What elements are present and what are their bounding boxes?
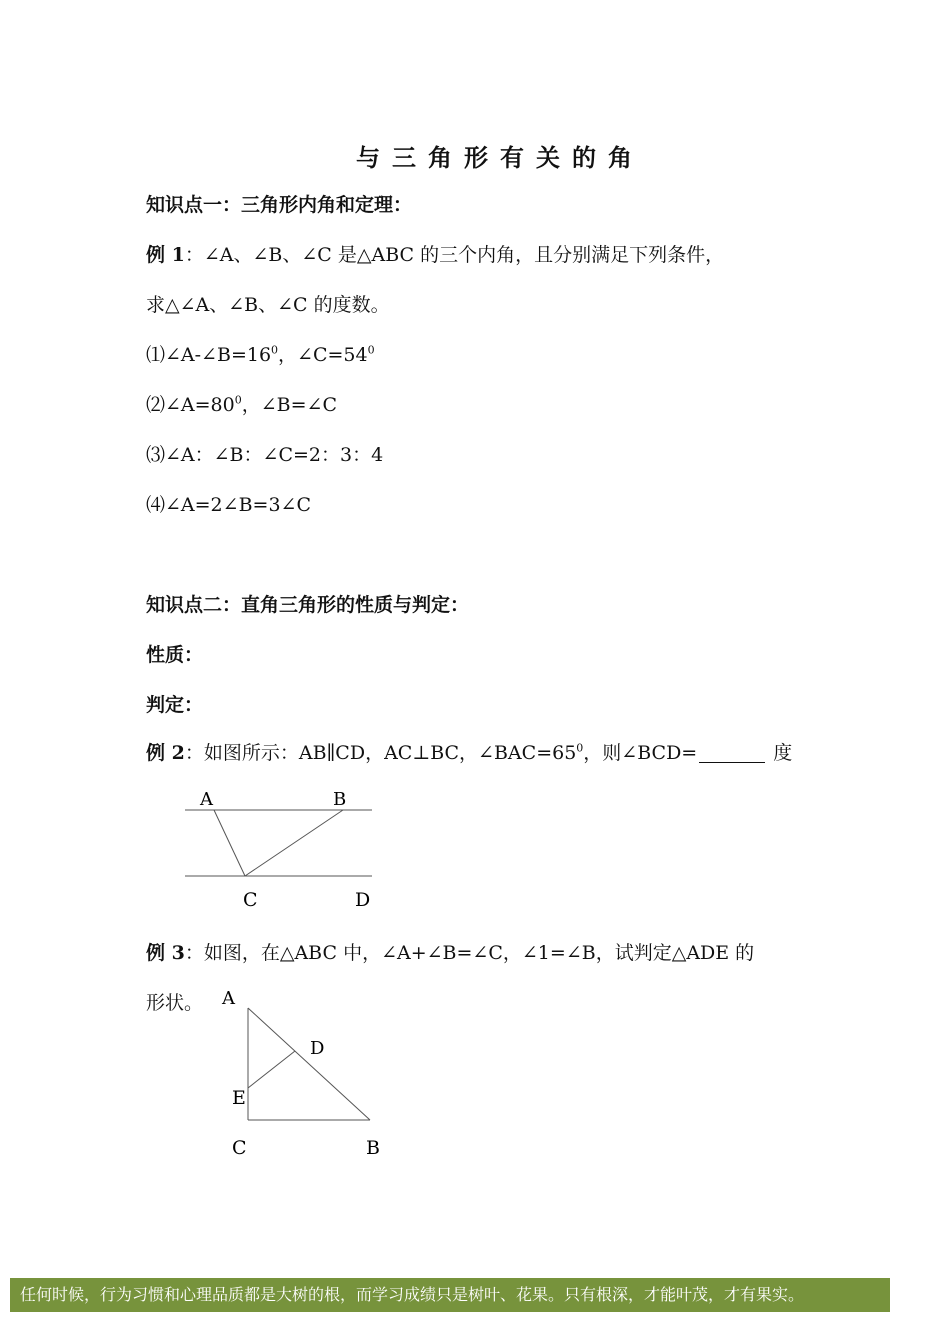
- example1-item-4: ⑷∠A=2∠B=3∠C: [146, 494, 311, 516]
- judgement-label: 判定：: [146, 694, 204, 716]
- footer-banner: 任何时候，行为习惯和心理品质都是大树的根，而学习成绩只是树叶、花果。只有根深，才能叶茂，才有果实。: [10, 1278, 890, 1312]
- section1-heading: 知识点一：三角形内角和定理：: [146, 194, 413, 216]
- fig2-label-d: D: [310, 1038, 325, 1059]
- example1-label: 例 1: [146, 244, 185, 266]
- example1-text: ：∠A、∠B、∠C 是△ABC 的三个内角，且分别满足下列条件，: [184, 244, 725, 266]
- example1-line2: 求△∠A、∠B、∠C 的度数。: [146, 294, 390, 316]
- example3-line1: 例 3：如图，在△ABC 中，∠A+∠B=∠C，∠1=∠B，试判定△ADE 的: [146, 942, 755, 964]
- fig2-label-b: B: [366, 1137, 380, 1159]
- fig2-label-c: C: [232, 1137, 247, 1159]
- example1-item-2: $⑵\angle A=80^0$，∠B=∠C: [146, 393, 338, 416]
- example3-line2: 形状。: [146, 992, 204, 1014]
- fig2-label-a: A: [222, 988, 235, 1009]
- fig2-label-e: E: [232, 1087, 246, 1109]
- example1-item-1: $⑴\angle A-\angle B=16^0$，$\angle C=54^0$: [146, 343, 375, 366]
- fig1-label-c: C: [243, 889, 258, 911]
- example2-label: 例 2: [146, 742, 185, 764]
- section2-heading: 知识点二：直角三角形的性质与判定：: [146, 594, 470, 616]
- example3-label: 例 3: [146, 942, 185, 964]
- page-title: 与三角形有关的角: [356, 143, 644, 172]
- property-label: 性质：: [146, 644, 204, 666]
- example1-item-3: ⑶∠A：∠B：∠C=2：3：4: [146, 444, 384, 466]
- fig1-label-b: B: [333, 789, 347, 810]
- fig1-label-a: A: [200, 789, 213, 810]
- example2-line: 例 2：如图所示：AB∥CD，AC⊥BC，$\angle BAC=65^0$，则∠BCD= 度: [146, 741, 793, 764]
- fig1-label-d: D: [355, 889, 371, 911]
